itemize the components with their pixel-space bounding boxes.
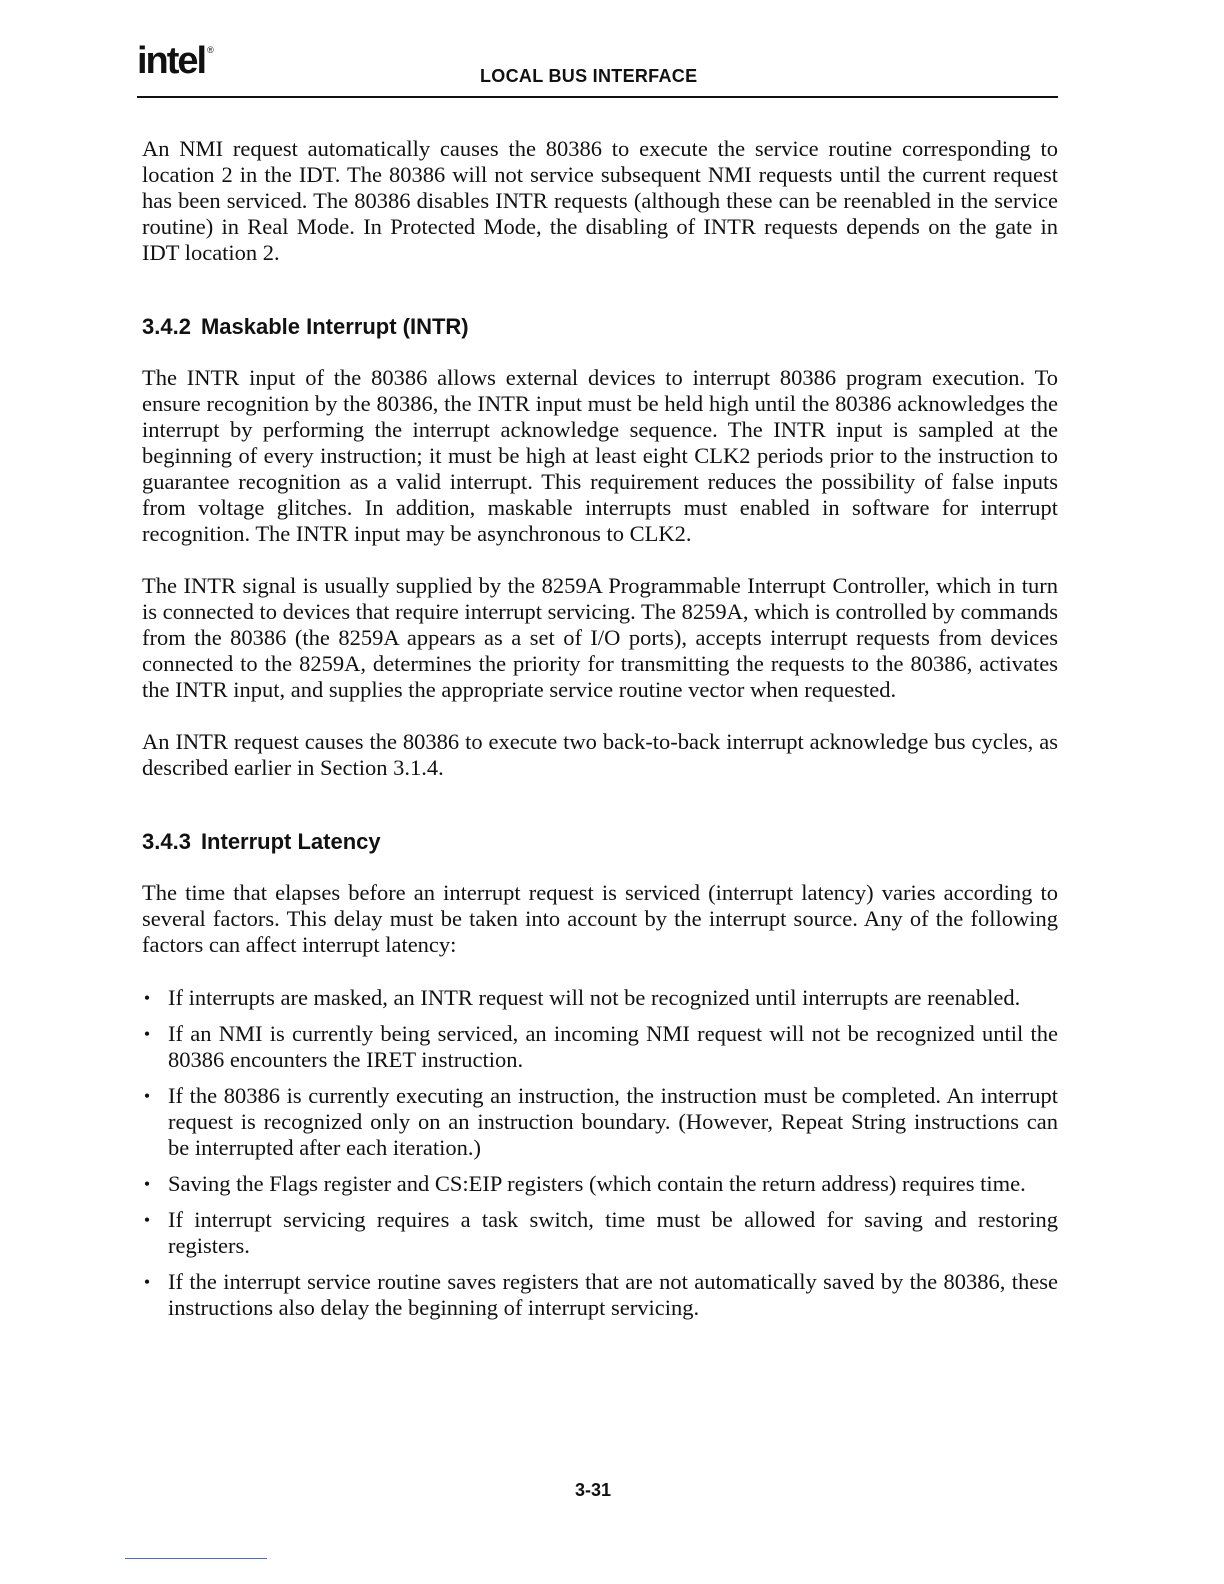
- list-item: [142, 1083, 1058, 1161]
- page-body: [142, 136, 1058, 1331]
- list-item: [142, 985, 1058, 1011]
- paragraph-interrupt-latency: The time that elapses before an interrupt request is serviced (interrupt latency) varies according to several factors. This delay must be taken into account by the interrupt source. Any of the following factors can affect interrupt latency:: [142, 880, 1058, 957]
- paragraph-intr-input: The INTR input of the 80386 allows external devices to interrupt 80386 program execution. To ensure recognition by the 80386, the INTR input must be held high until the 80386 acknowledges the interrupt by performing the interrupt acknowledge sequence. The INTR input is sampled at the beginning of every instruction; it must be high at least eight CLK2 periods prior to the instruction to guarantee recognition as a valid interrupt. This requirement reduces the possibility of false inputs from voltage glitches. In addition, maskable interrupts must enabled in software for interrupt recognition. The INTR input may be asynchronous to CLK2.: [142, 365, 1058, 546]
- list-item-text: Saving the Flags register and CS:EIP registers (which contain the return address) requires time.: [168, 1171, 1026, 1196]
- logo-text: intel: [137, 40, 206, 82]
- registered-mark: ®: [207, 45, 214, 55]
- paragraph-nmi-service: An NMI request automatically causes the 80386 to execute the service routine corresponding to location 2 in the IDT. The 80386 will not service subsequent NMI requests until the current request has been serviced. The 80386 disables INTR requests (although these can be reenabled in the service routine) in Real Mode. In Protected Mode, the disabling of INTR requests depends on the gate in IDT location 2.: [142, 136, 1058, 265]
- bullet-icon: •: [143, 1272, 151, 1292]
- section-title: Maskable Interrupt (INTR): [200, 314, 469, 339]
- bullet-icon: •: [143, 988, 151, 1008]
- list-item-text: If interrupts are masked, an INTR request will not be recognized until interrupts are reenabled.: [168, 985, 1021, 1010]
- running-header-title: LOCAL BUS INTERFACE: [480, 66, 698, 86]
- paragraph-intr-request-cycles: An INTR request causes the 80386 to execute two back-to-back interrupt acknowledge bus cycles, as described earlier in Section 3.1.4.: [142, 729, 1058, 780]
- list-item-text: If interrupt servicing requires a task switch, time must be allowed for saving and restoring registers.: [168, 1207, 1058, 1258]
- list-item: [142, 1207, 1058, 1259]
- intel-logo: [137, 42, 212, 80]
- bullet-icon: •: [143, 1086, 151, 1106]
- bullet-icon: •: [143, 1024, 151, 1044]
- list-item-text: If the interrupt service routine saves registers that are not automatically saved by the 80386, these instructions also delay the beginning of interrupt servicing.: [168, 1269, 1058, 1320]
- list-item-text: If an NMI is currently being serviced, an incoming NMI request will not be recognized until the 80386 encounters the IRET instruction.: [168, 1021, 1058, 1072]
- header-divider: [137, 96, 1058, 98]
- list-item: [142, 1021, 1058, 1073]
- list-item-text: If the 80386 is currently executing an instruction, the instruction must be completed. An interrupt request is recognized only on an instruction boundary. (However, Repeat String instructions can be interrupted after each iteration.): [168, 1083, 1058, 1160]
- section-heading-3-4-2: [142, 314, 1058, 340]
- latency-factors-list: [142, 985, 1058, 1321]
- bottom-edge-rule: [125, 1558, 267, 1559]
- section-heading-3-4-3: [142, 829, 1058, 855]
- section-title: Interrupt Latency: [200, 829, 381, 854]
- section-number: 3.4.3: [142, 829, 191, 854]
- list-item: [142, 1269, 1058, 1321]
- page-number: 3-31: [575, 1480, 612, 1500]
- list-item: [142, 1171, 1058, 1197]
- section-number: 3.4.2: [142, 314, 191, 339]
- paragraph-intr-signal-8259a: The INTR signal is usually supplied by the 8259A Programmable Interrupt Controller, which in turn is connected to devices that require interrupt servicing. The 8259A, which is controlled by commands from the 80386 (the 8259A appears as a set of I/O ports), accepts interrupt requests from devices connected to the 8259A, determines the priority for transmitting the requests to the 80386, activates the INTR input, and supplies the appropriate service routine vector when requested.: [142, 573, 1058, 702]
- bullet-icon: •: [143, 1210, 151, 1230]
- bullet-icon: •: [143, 1174, 151, 1194]
